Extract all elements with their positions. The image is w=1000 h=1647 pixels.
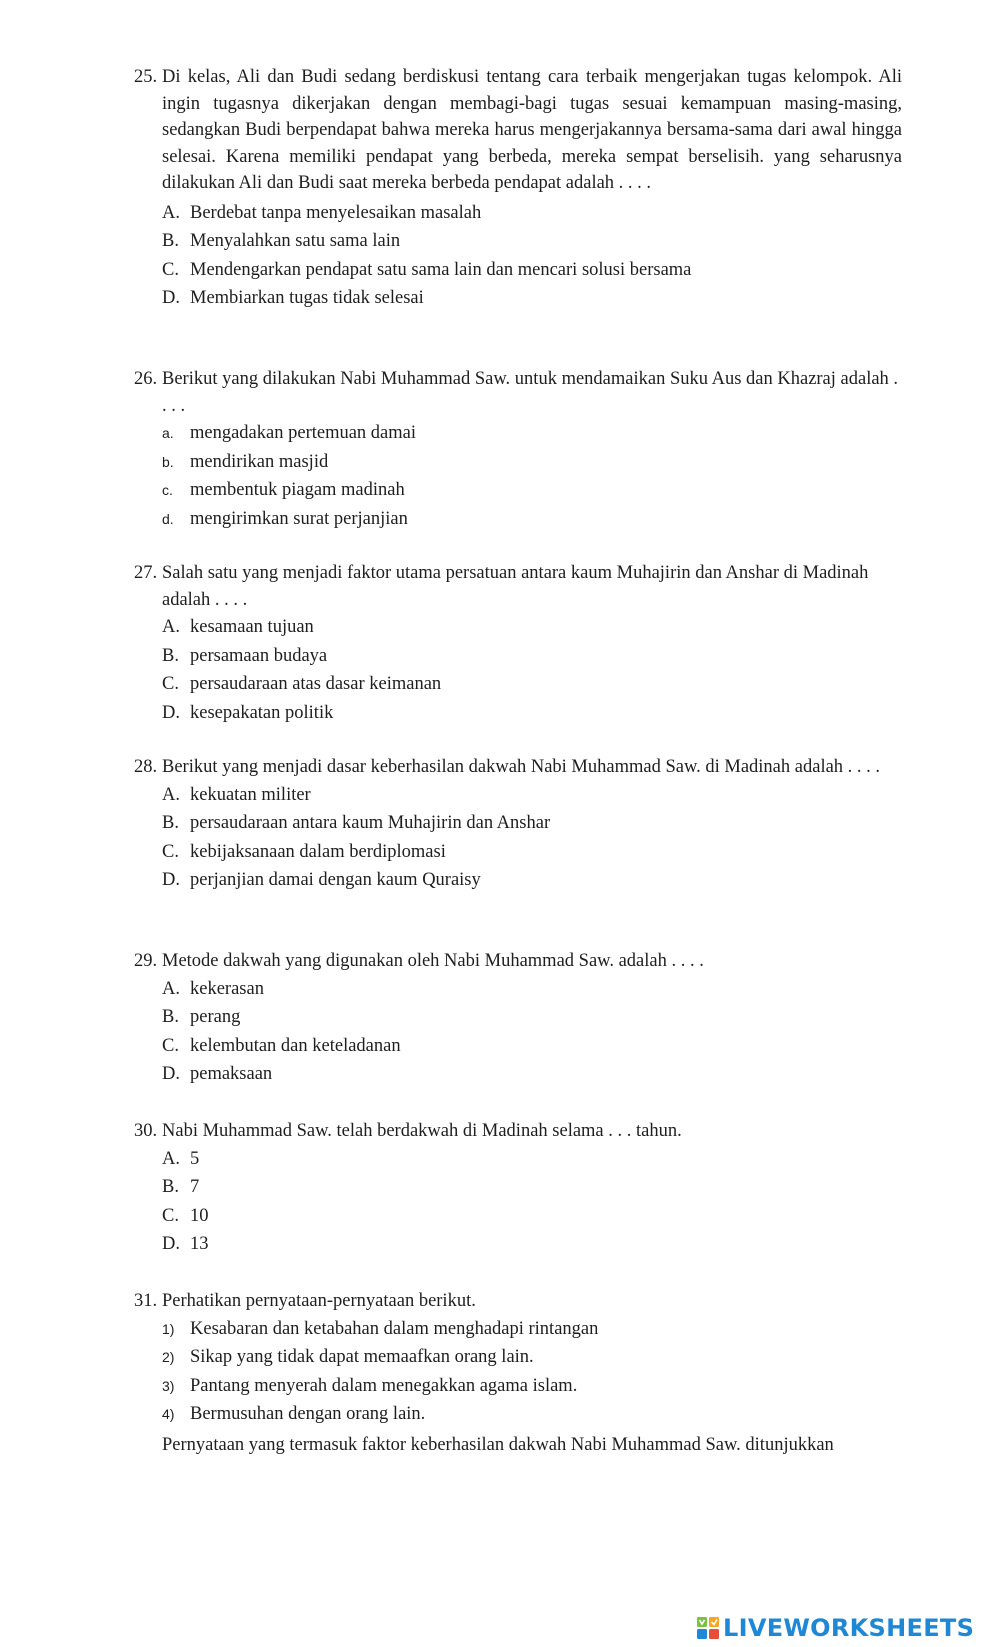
question-number: 27. xyxy=(134,563,158,583)
statement-item xyxy=(162,1343,902,1372)
option-d[interactable] xyxy=(162,1060,902,1089)
question-28 xyxy=(134,754,902,895)
statement-text: Bermusuhan dengan orang lain. xyxy=(190,1404,426,1424)
question-31 xyxy=(134,1288,902,1458)
option-text: persaudaraan antara kaum Muhajirin dan Anshar xyxy=(190,813,551,833)
question-26 xyxy=(134,366,902,533)
option-text: Berdebat tanpa menyelesaikan masalah xyxy=(190,202,482,223)
question-text: Salah satu yang menjadi faktor utama persatuan antara kaum Muhajirin dan Anshar di Madinah adalah . . . . xyxy=(162,563,869,610)
question-number: 28. xyxy=(134,757,158,777)
options-list xyxy=(162,419,902,533)
statement-item xyxy=(162,1372,902,1401)
liveworksheets-logo xyxy=(697,1614,974,1642)
liveworksheets-logo-icon xyxy=(697,1616,721,1640)
options-list xyxy=(162,613,902,727)
option-text: mengadakan pertemuan damai xyxy=(190,423,417,443)
statement-list xyxy=(162,1315,902,1429)
option-a[interactable] xyxy=(162,975,902,1004)
option-a[interactable] xyxy=(162,613,902,642)
statement-text: Pantang menyerah dalam menegakkan agama islam. xyxy=(190,1375,578,1396)
option-b[interactable] xyxy=(162,227,902,256)
question-number: 29. xyxy=(134,951,158,971)
option-d[interactable] xyxy=(162,866,902,895)
option-c[interactable] xyxy=(162,476,902,505)
option-b[interactable] xyxy=(162,1173,902,1202)
option-letter: B. xyxy=(162,1007,179,1027)
question-text: Berikut yang menjadi dasar keberhasilan dakwah Nabi Muhammad Saw. di Madinah adalah . . . . xyxy=(162,757,881,777)
option-letter: D. xyxy=(162,702,180,723)
option-text: mengirimkan surat perjanjian xyxy=(190,508,408,529)
option-text: kelembutan dan keteladanan xyxy=(190,1035,401,1056)
question-number: 31. xyxy=(134,1291,158,1311)
option-letter: B. xyxy=(162,645,179,666)
option-letter: b. xyxy=(162,453,174,470)
question-29 xyxy=(134,948,902,1089)
statement-text: Kesabaran dan ketabahan dalam menghadapi rintangan xyxy=(190,1318,599,1339)
brand-name: LIVEWORKSHEETS xyxy=(723,1614,975,1642)
option-text: membentuk piagam madinah xyxy=(190,480,405,500)
option-text: pemaksaan xyxy=(190,1064,273,1084)
option-text: persaudaraan atas dasar keimanan xyxy=(190,674,442,694)
option-d[interactable] xyxy=(162,1230,902,1259)
option-letter: C. xyxy=(162,674,179,694)
option-d[interactable] xyxy=(162,284,902,313)
question-text: Di kelas, Ali dan Budi sedang berdiskusi tentang cara terbaik mengerjakan tugas kelompok. Ali ingin tugasnya dikerjakan dengan membagi-bagi tugas sesuai kemampuan masing-masing, sedangkan Budi berpendapat bahwa mereka harus mengerjakannya bersama-sama dari awal hingga selesai. Karena memiliki pendapat yang berbeda, mereka sempat berselisih. yang seharusnya dilakukan Ali dan Budi saat mereka berbeda pendapat adalah . . . . xyxy=(162,67,902,193)
question-text: Perhatikan pernyataan-pernyataan berikut. xyxy=(162,1291,476,1311)
option-letter: D. xyxy=(162,1064,180,1084)
option-letter: B. xyxy=(162,1177,179,1197)
option-a[interactable] xyxy=(162,419,902,448)
option-text: kesepakatan politik xyxy=(190,702,334,723)
option-letter: A. xyxy=(162,978,180,999)
question-text: Berikut yang dilakukan Nabi Muhammad Saw. untuk mendamaikan Suku Aus dan Khazraj adalah . . . . xyxy=(162,369,899,416)
option-letter: C. xyxy=(162,259,179,280)
option-letter: A. xyxy=(162,1148,180,1169)
options-list xyxy=(162,781,902,895)
option-a[interactable] xyxy=(162,781,902,810)
option-b[interactable] xyxy=(162,1003,902,1032)
option-text: 10 xyxy=(190,1205,209,1226)
option-letter: C. xyxy=(162,1035,179,1056)
option-letter: D. xyxy=(162,288,180,308)
option-letter: d. xyxy=(162,510,174,527)
options-list xyxy=(162,975,902,1089)
option-b[interactable] xyxy=(162,642,902,671)
option-letter: B. xyxy=(162,231,179,251)
option-letter: A. xyxy=(162,202,180,223)
option-letter: a. xyxy=(162,425,174,441)
option-a[interactable] xyxy=(162,199,902,228)
option-text: kekuatan militer xyxy=(190,784,311,805)
question-text: Metode dakwah yang digunakan oleh Nabi Muhammad Saw. adalah . . . . xyxy=(162,951,704,971)
option-c[interactable] xyxy=(162,1032,902,1061)
option-text: kesamaan tujuan xyxy=(190,617,314,637)
option-text: perjanjian damai dengan kaum Quraisy xyxy=(190,870,481,890)
option-letter: D. xyxy=(162,1234,180,1254)
option-text: 5 xyxy=(190,1148,200,1169)
options-list xyxy=(162,199,902,313)
question-30 xyxy=(134,1118,902,1259)
option-c[interactable] xyxy=(162,1202,902,1231)
question-27 xyxy=(134,560,902,727)
option-b[interactable] xyxy=(162,448,902,477)
option-text: Mendengarkan pendapat satu sama lain dan mencari solusi bersama xyxy=(190,259,692,280)
option-letter: A. xyxy=(162,784,180,805)
question-text: Nabi Muhammad Saw. telah berdakwah di Madinah selama . . . tahun. xyxy=(162,1121,682,1141)
statement-number: 3) xyxy=(162,1377,175,1394)
option-text: kebijaksanaan dalam berdiplomasi xyxy=(190,841,446,862)
option-letter: c. xyxy=(162,482,173,498)
question-number: 30. xyxy=(134,1121,158,1141)
option-letter: C. xyxy=(162,841,179,862)
option-text: mendirikan masjid xyxy=(190,451,329,472)
option-letter: D. xyxy=(162,870,180,890)
option-c[interactable] xyxy=(162,670,902,699)
option-text: perang xyxy=(190,1007,241,1027)
option-letter: B. xyxy=(162,813,179,833)
option-text: 7 xyxy=(190,1177,200,1197)
option-b[interactable] xyxy=(162,809,902,838)
question-number: 25. xyxy=(134,67,158,87)
option-text: 13 xyxy=(190,1234,209,1254)
statement-number: 2) xyxy=(162,1349,175,1365)
option-c[interactable] xyxy=(162,256,902,285)
statement-item xyxy=(162,1400,902,1429)
option-text: persamaan budaya xyxy=(190,645,328,666)
option-text: Membiarkan tugas tidak selesai xyxy=(190,288,424,308)
question-number: 26. xyxy=(134,369,158,389)
statement-text: Sikap yang tidak dapat memaafkan orang lain. xyxy=(190,1347,534,1367)
option-letter: C. xyxy=(162,1205,179,1226)
options-list xyxy=(162,1145,902,1259)
statement-number: 1) xyxy=(162,1320,175,1337)
statement-number: 4) xyxy=(162,1406,175,1422)
question-tail-text: Pernyataan yang termasuk faktor keberhasilan dakwah Nabi Muhammad Saw. ditunjukkan xyxy=(162,1434,834,1455)
statement-item xyxy=(162,1315,902,1344)
option-c[interactable] xyxy=(162,838,902,867)
option-letter: A. xyxy=(162,617,180,637)
option-text: kekerasan xyxy=(190,978,264,999)
option-text: Menyalahkan satu sama lain xyxy=(190,231,401,251)
option-d[interactable] xyxy=(162,699,902,728)
question-25 xyxy=(134,64,902,313)
option-d[interactable] xyxy=(162,505,902,534)
option-a[interactable] xyxy=(162,1145,902,1174)
